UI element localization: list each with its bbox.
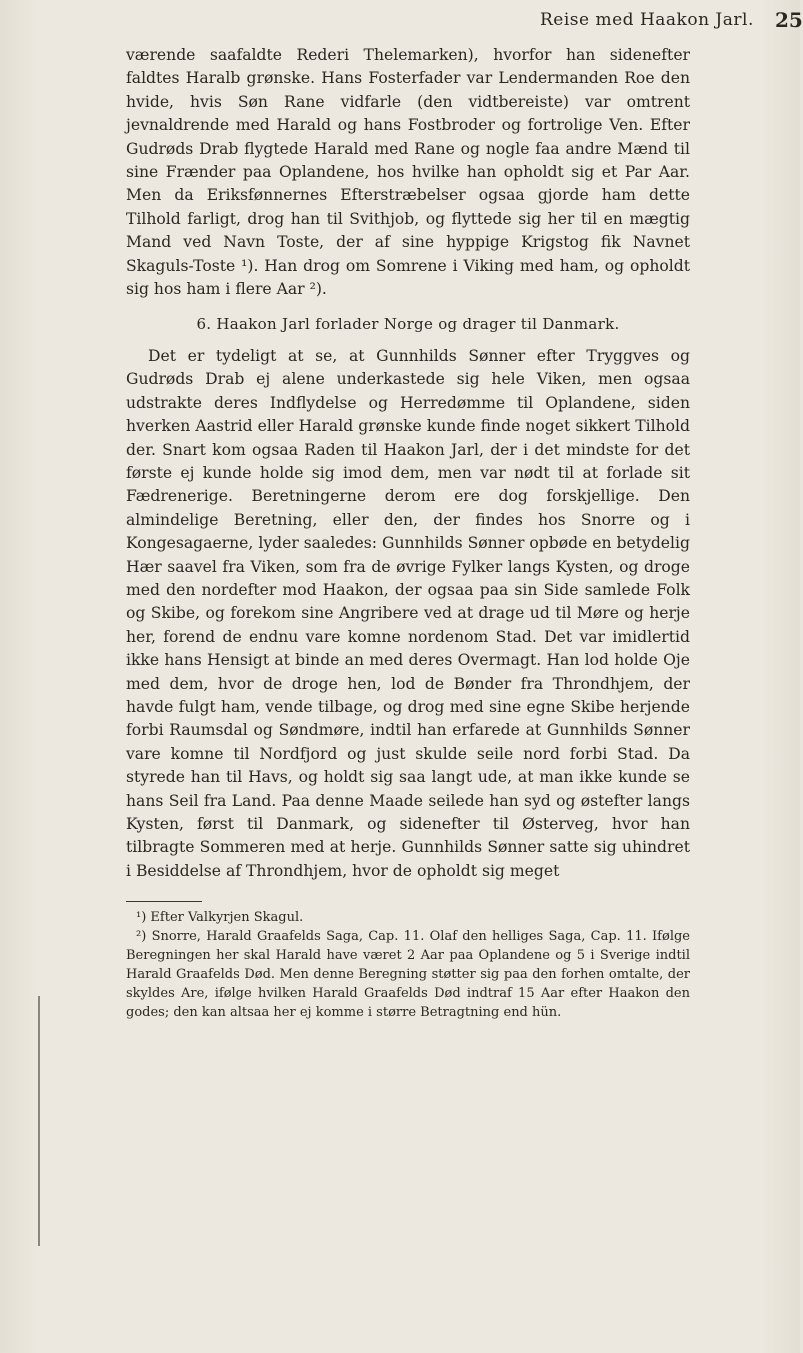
section-title: 6. Haakon Jarl forlader Norge og drager til Danmark. [196,315,620,334]
footnotes [126,908,690,1022]
footnote-1: ¹) Efter Valkyrjen Skagul. [136,910,304,926]
body-text [126,44,690,1022]
page-number: 25 [775,8,803,32]
footnote-2: ²) Snorre, Harald Graafelds Saga, Cap. 11. Olaf den helliges Saga, Cap. 11. Ifølge Beregningen her skal Harald have været 2 Aar paa Oplandene og 5 i Sverige indtil Harald Graafelds Død. Men denne Beregning støtter sig paa den forhen omtalte, der skyldes Are, ifølge hvilken Harald Graafelds Død indtraf 15 Aar efter Haakon den godes; den kan altsaa her ej komme i større Betragtning end hün. [126,929,690,1021]
page-header [180,8,803,38]
paragraph-2: Det er tydeligt at se, at Gunnhilds Sønner efter Tryggves og Gudrøds Drab ej alene underkastede sig hele Viken, men ogsaa udstrakte deres Indflydelse og Herredømme til Oplandene, siden hverken Aastrid eller Harald grønske kunde finde noget sikkert Tilhold der. Snart kom ogsaa Raden til Haakon Jarl, der i det mindste for det første ej kunde holde sig imod dem, men var nødt til at forlade sit Fædrenerige. Beretningerne derom ere dog forskjellige. Den almindelige Beretning, eller den, der findes hos Snorre og i Kongesagaerne, lyder saaledes: Gunnhilds Sønner opbøde en betydelig Hær saavel fra Viken, som fra de øvrige Fylker langs Kysten, og droge med den nordefter mod Haakon, der ogsaa paa sin Side samlede Folk og Skibe, og forekom sine Angribere ved at drage ud til Møre og herje her, forend de endnu vare komne nordenom Stad. Det var imidlertid ikke hans Hensigt at binde an med deres Overmagt. Han lod holde Oje med dem, hvor de droge hen, lod de Bønder fra Throndhjem, der havde fulgt ham, vende tilbage, og drog med sine egne Skibe herjende forbi Raumsdal og Søndmøre, indtil han erfarede at Gunnhilds Sønner vare komne til Nordfjord og just skulde seile nord forbi Stad. Da styrede han til Havs, og holdt sig saa langt ude, at man ikke kunde se hans Seil fra Land. Paa denne Maade seilede han syd og østefter langs Kysten, først til Danmark, og sidenefter til Østerveg, hvor han tilbragte Sommeren med at herje. Gunnhilds Sønner satte sig uhindret i Besiddelse af Throndhjem, hvor de opholdt sig meget [126,346,690,880]
margin-line [38,996,40,1246]
paragraph-1: værende saafaldte Rederi Thelemarken), hvorfor han sidenefter faldtes Haralb grønske. Hans Fosterfader var Lendermanden Roe den hvide, hvis Søn Rane vidfarle (den vidtbereiste) var omtrent jevnaldrende med Harald og hans Fostbroder og fortrolige Ven. Efter Gudrøds Drab flygtede Harald med Rane og nogle faa andre Mænd til sine Frænder paa Oplandene, hos hvilke han opholdt sig et Par Aar. Men da Eriksfønnernes Efterstræbelser ogsaa gjorde ham dette Tilhold farligt, drog han til Svithjob, og flyttede sig her til en mægtig Mand ved Navn Toste, der af sine hyppige Krigstog fik Navnet Skaguls-Toste ¹). Han drog om Somrene i Viking med ham, og opholdt sig hos ham i flere Aar ²). [126,46,690,299]
running-head: Reise med Haakon Jarl. [540,10,754,30]
footnote-divider [126,901,202,902]
